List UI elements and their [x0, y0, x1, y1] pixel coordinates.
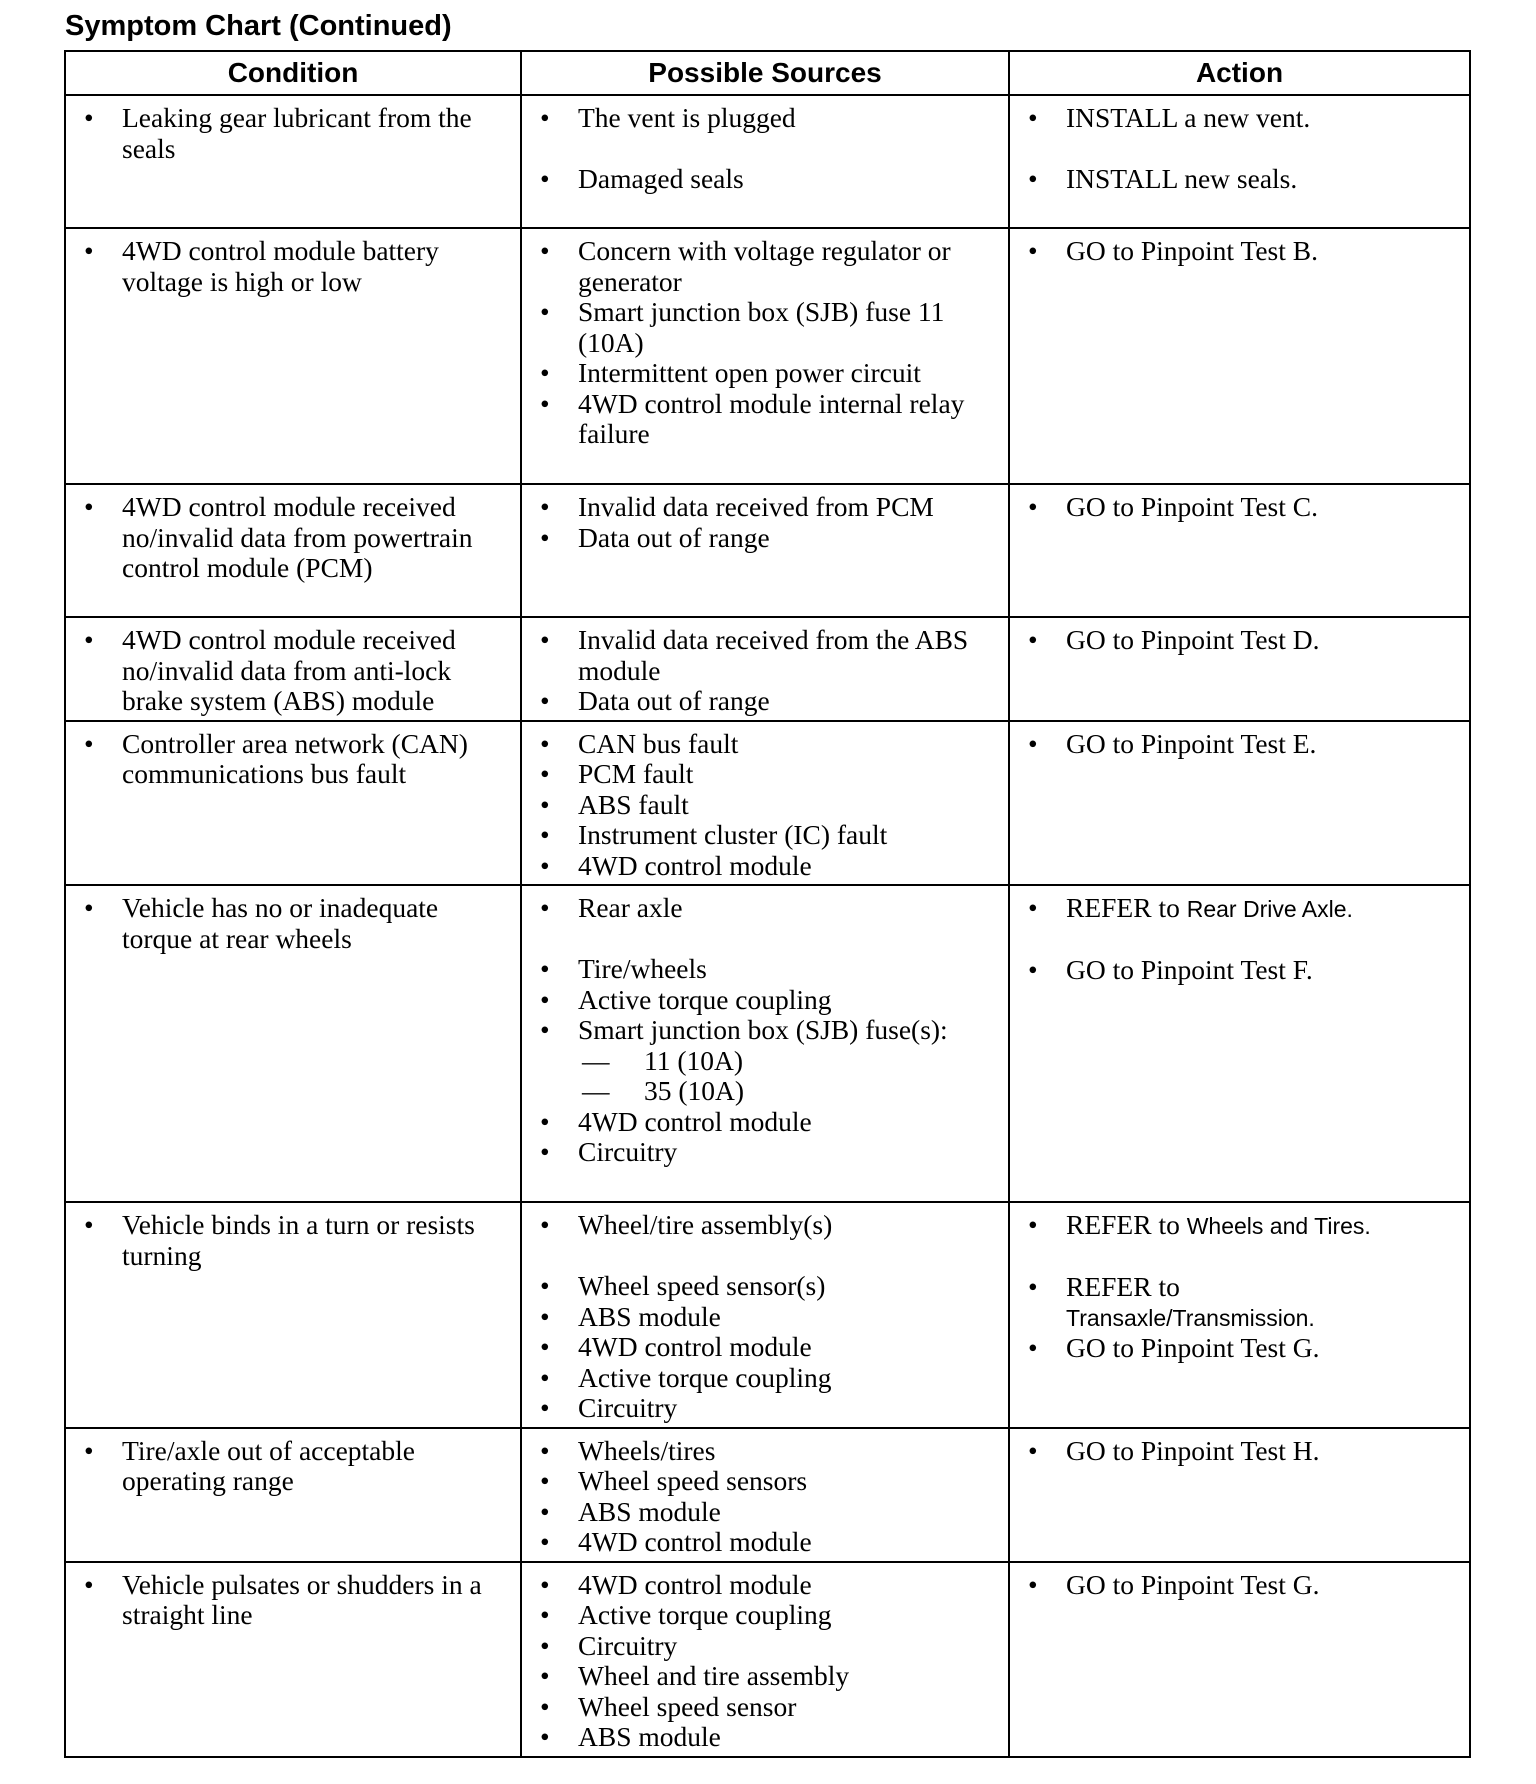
source-item	[530, 1015, 1000, 1107]
source-item: • Wheel speed sensor(s)	[530, 1271, 1000, 1302]
symptom-chart-table	[64, 50, 1471, 1758]
condition-cell	[65, 721, 521, 886]
condition-text: • Vehicle binds in a turn or resists turning	[74, 1210, 512, 1271]
table-row	[65, 228, 1470, 484]
source-item: • Tire/wheels	[530, 954, 1000, 985]
fuse-item: — 35 (10A)	[578, 1076, 1000, 1107]
source-item: • PCM fault	[530, 759, 1000, 790]
action-text: REFER to	[1066, 892, 1180, 923]
action-item: • GO to Pinpoint Test F.	[1018, 955, 1461, 986]
header-condition: Condition	[65, 51, 521, 95]
sources-cell	[521, 228, 1009, 484]
condition-cell	[65, 228, 521, 484]
source-item: • The vent is plugged	[530, 103, 1000, 134]
source-item: • Wheel/tire assembly(s)	[530, 1210, 1000, 1241]
source-item: • 4WD control module	[530, 1527, 1000, 1558]
action-cell	[1009, 228, 1470, 484]
action-item: • GO to Pinpoint Test B.	[1018, 236, 1461, 267]
action-item: • GO to Pinpoint Test E.	[1018, 729, 1461, 760]
action-item	[1018, 1210, 1461, 1242]
source-item-text: Smart junction box (SJB) fuse(s):	[578, 1014, 948, 1045]
sources-cell	[521, 885, 1009, 1202]
source-item: • Active torque coupling	[530, 985, 1000, 1016]
condition-cell	[65, 885, 521, 1202]
action-text: REFER to	[1066, 1209, 1180, 1240]
condition-cell	[65, 1428, 521, 1562]
source-item: • Instrument cluster (IC) fault	[530, 820, 1000, 851]
source-item: • Concern with voltage regulator or generator	[530, 236, 1000, 297]
source-item: • Smart junction box (SJB) fuse 11 (10A)	[530, 297, 1000, 358]
source-item: • Circuitry	[530, 1137, 1000, 1168]
source-item: • CAN bus fault	[530, 729, 1000, 760]
action-cell	[1009, 721, 1470, 886]
action-cell	[1009, 484, 1470, 617]
condition-cell	[65, 95, 521, 228]
action-item: • GO to Pinpoint Test D.	[1018, 625, 1461, 656]
source-item: • Wheel speed sensor	[530, 1692, 1000, 1723]
source-item: • Wheel speed sensors	[530, 1466, 1000, 1497]
action-cell	[1009, 1428, 1470, 1562]
source-item: • Wheel and tire assembly	[530, 1661, 1000, 1692]
source-item: • Active torque coupling	[530, 1600, 1000, 1631]
condition-text: • Leaking gear lubricant from the seals	[74, 103, 512, 164]
sources-cell	[521, 1428, 1009, 1562]
condition-text: • Vehicle pulsates or shudders in a straight line	[74, 1570, 512, 1631]
sources-cell	[521, 95, 1009, 228]
source-item: • Rear axle	[530, 893, 1000, 924]
condition-text: • 4WD control module received no/invalid data from powertrain control module (PCM)	[74, 492, 512, 584]
page-title: Symptom Chart (Continued)	[65, 10, 452, 42]
source-item: • 4WD control module	[530, 851, 1000, 882]
header-possible-sources: Possible Sources	[521, 51, 1009, 95]
action-text: REFER to	[1066, 1271, 1180, 1302]
source-item: • ABS module	[530, 1302, 1000, 1333]
condition-text: • Tire/axle out of acceptable operating range	[74, 1436, 512, 1497]
action-item	[1018, 1272, 1461, 1333]
action-cell	[1009, 617, 1470, 721]
condition-text: • 4WD control module received no/invalid data from anti-lock brake system (ABS) module	[74, 625, 512, 717]
source-item: • Data out of range	[530, 523, 1000, 554]
source-item: • Wheels/tires	[530, 1436, 1000, 1467]
source-item: • Circuitry	[530, 1631, 1000, 1662]
source-item: • 4WD control module	[530, 1332, 1000, 1363]
table-row	[65, 885, 1470, 1202]
source-item: • 4WD control module	[530, 1570, 1000, 1601]
condition-cell	[65, 1202, 521, 1428]
source-item: • Active torque coupling	[530, 1363, 1000, 1394]
source-item: • ABS module	[530, 1497, 1000, 1528]
source-item: • Damaged seals	[530, 164, 1000, 195]
table-row	[65, 1562, 1470, 1757]
table-row	[65, 1428, 1470, 1562]
source-item: • Circuitry	[530, 1393, 1000, 1424]
action-item: • INSTALL new seals.	[1018, 164, 1461, 195]
condition-cell	[65, 617, 521, 721]
action-item: • GO to Pinpoint Test C.	[1018, 492, 1461, 523]
sources-cell	[521, 1202, 1009, 1428]
source-item: • ABS module	[530, 1722, 1000, 1753]
table-row	[65, 617, 1470, 721]
condition-text: • Controller area network (CAN) communications bus fault	[74, 729, 512, 790]
action-item: • GO to Pinpoint Test G.	[1018, 1570, 1461, 1601]
source-item: • Intermittent open power circuit	[530, 358, 1000, 389]
table-row	[65, 721, 1470, 886]
action-item: • GO to Pinpoint Test H.	[1018, 1436, 1461, 1467]
sources-cell	[521, 721, 1009, 886]
table-header-row	[65, 51, 1470, 95]
action-item	[1018, 893, 1461, 925]
transaxle-transmission-reference[interactable]: Transaxle/Transmission.	[1066, 1304, 1315, 1331]
action-cell	[1009, 1562, 1470, 1757]
source-item: • Invalid data received from PCM	[530, 492, 1000, 523]
table-row	[65, 484, 1470, 617]
source-item: • Invalid data received from the ABS module	[530, 625, 1000, 686]
source-item: • ABS fault	[530, 790, 1000, 821]
action-cell	[1009, 885, 1470, 1202]
source-item: • Data out of range	[530, 686, 1000, 717]
sources-cell	[521, 617, 1009, 721]
condition-cell	[65, 1562, 521, 1757]
condition-cell	[65, 484, 521, 617]
condition-text: • Vehicle has no or inadequate torque at rear wheels	[74, 893, 512, 954]
table-row	[65, 95, 1470, 228]
rear-drive-axle-reference[interactable]: Rear Drive Axle.	[1186, 896, 1353, 922]
sources-cell	[521, 484, 1009, 617]
action-cell	[1009, 1202, 1470, 1428]
action-item: • GO to Pinpoint Test G.	[1018, 1333, 1461, 1364]
sources-cell	[521, 1562, 1009, 1757]
condition-text: • 4WD control module battery voltage is high or low	[74, 236, 512, 297]
action-item: • INSTALL a new vent.	[1018, 103, 1461, 134]
wheels-and-tires-reference[interactable]: Wheels and Tires.	[1186, 1213, 1371, 1239]
source-item: • 4WD control module internal relay failure	[530, 389, 1000, 450]
table-row	[65, 1202, 1470, 1428]
fuse-item: — 11 (10A)	[578, 1046, 1000, 1077]
header-action: Action	[1009, 51, 1470, 95]
source-item: • 4WD control module	[530, 1107, 1000, 1138]
action-cell	[1009, 95, 1470, 228]
